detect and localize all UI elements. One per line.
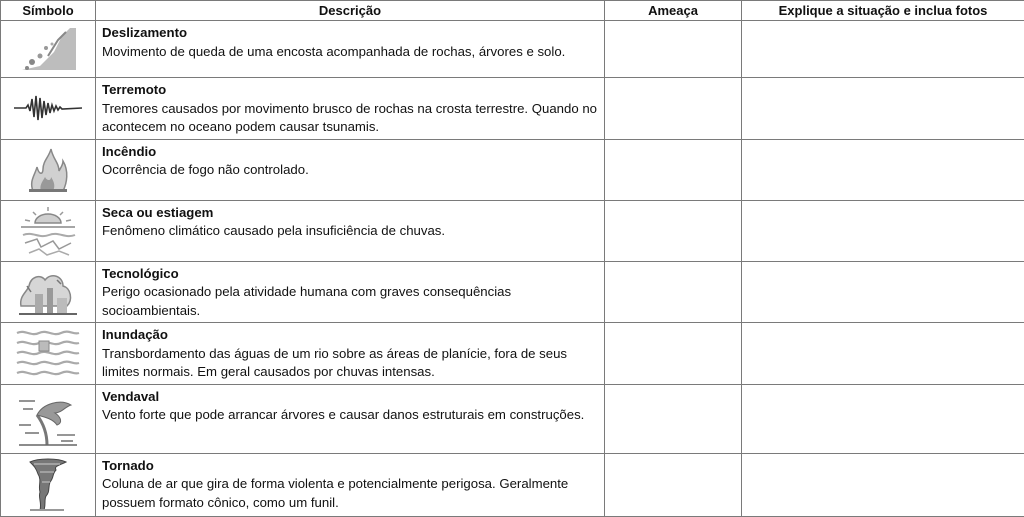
tornado-icon — [28, 458, 68, 512]
hazard-title: Terremoto — [102, 81, 599, 100]
symbol-cell — [1, 384, 96, 453]
hazard-description: Fenômeno climático causado pela insuficiência de chuvas. — [102, 222, 599, 241]
hazard-description: Coluna de ar que gira de forma violenta e potencialmente perigosa. Geralmente possuem formato cônico, como um funil. — [102, 475, 599, 512]
threat-cell[interactable] — [605, 323, 742, 385]
windstorm-icon — [17, 391, 79, 447]
drought-icon — [19, 205, 77, 257]
symbol-cell — [1, 323, 96, 385]
symbol-cell — [1, 21, 96, 78]
description-cell — [96, 21, 605, 78]
description-cell — [96, 261, 605, 323]
threat-cell[interactable] — [605, 200, 742, 261]
symbol-cell — [1, 261, 96, 323]
explain-cell[interactable] — [742, 200, 1024, 261]
table-row — [1, 453, 1024, 516]
hazard-description: Perigo ocasionado pela atividade humana com graves consequências socioambientais. — [102, 283, 599, 320]
table-row — [1, 139, 1024, 200]
landslide-icon — [18, 26, 78, 72]
threat-cell[interactable] — [605, 139, 742, 200]
explain-cell[interactable] — [742, 453, 1024, 516]
earthquake-icon — [12, 93, 84, 123]
header-explain: Explique a situação e inclua fotos — [742, 1, 1024, 21]
explain-cell[interactable] — [742, 139, 1024, 200]
hazard-title: Deslizamento — [102, 24, 599, 43]
threat-cell[interactable] — [605, 78, 742, 140]
explain-cell[interactable] — [742, 261, 1024, 323]
description-cell — [96, 323, 605, 385]
table-row — [1, 261, 1024, 323]
explain-cell[interactable] — [742, 384, 1024, 453]
explain-cell[interactable] — [742, 323, 1024, 385]
hazard-description: Ocorrência de fogo não controlado. — [102, 161, 599, 180]
technological-hazard-icon — [17, 266, 79, 318]
symbol-cell — [1, 78, 96, 140]
threat-cell[interactable] — [605, 453, 742, 516]
hazard-title: Inundação — [102, 326, 599, 345]
hazard-description: Transbordamento das águas de um rio sobre as áreas de planície, fora de seus limites normais. Em geral causados por chuvas intensas. — [102, 345, 599, 382]
header-symbol: Símbolo — [1, 1, 96, 21]
description-cell — [96, 200, 605, 261]
description-cell — [96, 384, 605, 453]
threat-cell[interactable] — [605, 21, 742, 78]
hazard-title: Seca ou estiagem — [102, 204, 599, 223]
table-row — [1, 78, 1024, 140]
table-row — [1, 384, 1024, 453]
symbol-cell — [1, 453, 96, 516]
threat-cell[interactable] — [605, 384, 742, 453]
table-row — [1, 200, 1024, 261]
header-threat: Ameaça — [605, 1, 742, 21]
hazard-description: Tremores causados por movimento brusco de rochas na crosta terrestre. Quando no acontecem no oceano podem causar tsunamis. — [102, 100, 599, 137]
hazard-description: Movimento de queda de uma encosta acompanhada de rochas, árvores e solo. — [102, 43, 599, 62]
hazard-title: Tecnológico — [102, 265, 599, 284]
explain-cell[interactable] — [742, 21, 1024, 78]
table-row — [1, 21, 1024, 78]
fire-icon — [23, 145, 73, 195]
threat-cell[interactable] — [605, 261, 742, 323]
symbol-cell — [1, 200, 96, 261]
description-cell — [96, 78, 605, 140]
description-cell — [96, 453, 605, 516]
hazard-title: Tornado — [102, 457, 599, 476]
flood-icon — [15, 327, 81, 379]
header-description: Descrição — [96, 1, 605, 21]
hazard-title: Incêndio — [102, 143, 599, 162]
table-row — [1, 323, 1024, 385]
hazard-description: Vento forte que pode arrancar árvores e causar danos estruturais em construções. — [102, 406, 599, 425]
symbol-cell — [1, 139, 96, 200]
explain-cell[interactable] — [742, 78, 1024, 140]
header-row — [1, 1, 1024, 21]
hazard-title: Vendaval — [102, 388, 599, 407]
description-cell — [96, 139, 605, 200]
